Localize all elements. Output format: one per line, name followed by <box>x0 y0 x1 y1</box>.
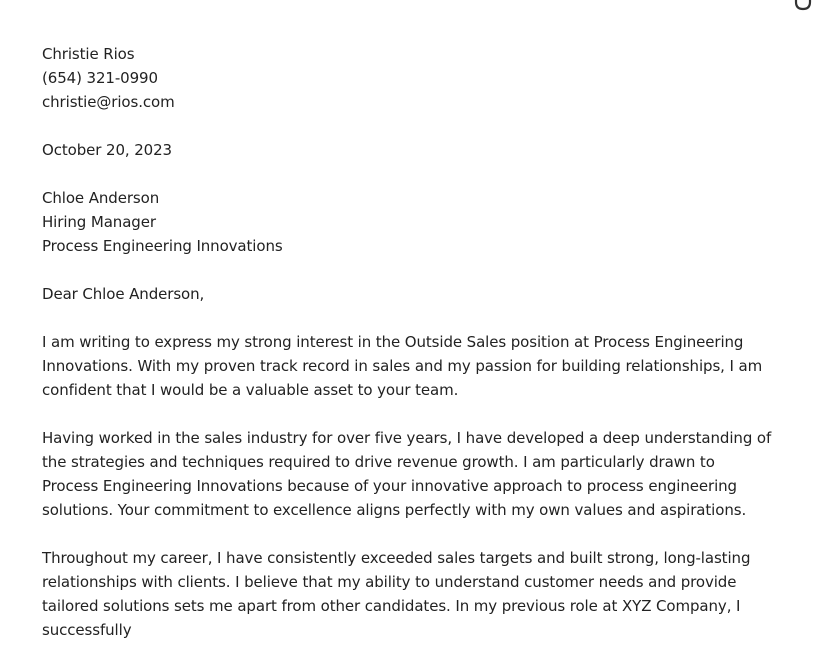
salutation-block <box>42 282 772 306</box>
recipient-info <box>42 186 772 258</box>
body-paragraph-3: Throughout my career, I have consistently exceeded sales targets and built strong, long-lasting relationships with clients. I believe that my ability to understand customer needs and provide tailored solutions sets me apart from other candidates. In my previous role at XYZ Company, I successfully <box>42 549 751 639</box>
sender-phone: (654) 321-0990 <box>42 69 158 87</box>
body-paragraph-2: Having worked in the sales industry for over five years, I have developed a deep understanding of the strategies and techniques required to drive revenue growth. I am particularly drawn to Process Engineering Innovations because of your innovative approach to process engineering solutions. Your commitment to excellence aligns perfectly with my own values and aspirations. <box>42 429 772 519</box>
sender-name: Christie Rios <box>42 45 135 63</box>
salutation: Dear Chloe Anderson, <box>42 285 205 303</box>
sender-info <box>42 42 772 114</box>
sender-email: christie@rios.com <box>42 93 175 111</box>
cut-off-glyph-icon <box>793 0 813 12</box>
cover-letter <box>42 42 772 666</box>
recipient-title: Hiring Manager <box>42 213 156 231</box>
recipient-company: Process Engineering Innovations <box>42 237 283 255</box>
recipient-name: Chloe Anderson <box>42 189 160 207</box>
body-paragraph-1: I am writing to express my strong interest in the Outside Sales position at Process Engineering Innovations. With my proven track record in sales and my passion for building relationships, I am confident that I would be a valuable asset to your team. <box>42 333 763 399</box>
letter-date: October 20, 2023 <box>42 141 172 159</box>
letter-date-block <box>42 138 772 162</box>
